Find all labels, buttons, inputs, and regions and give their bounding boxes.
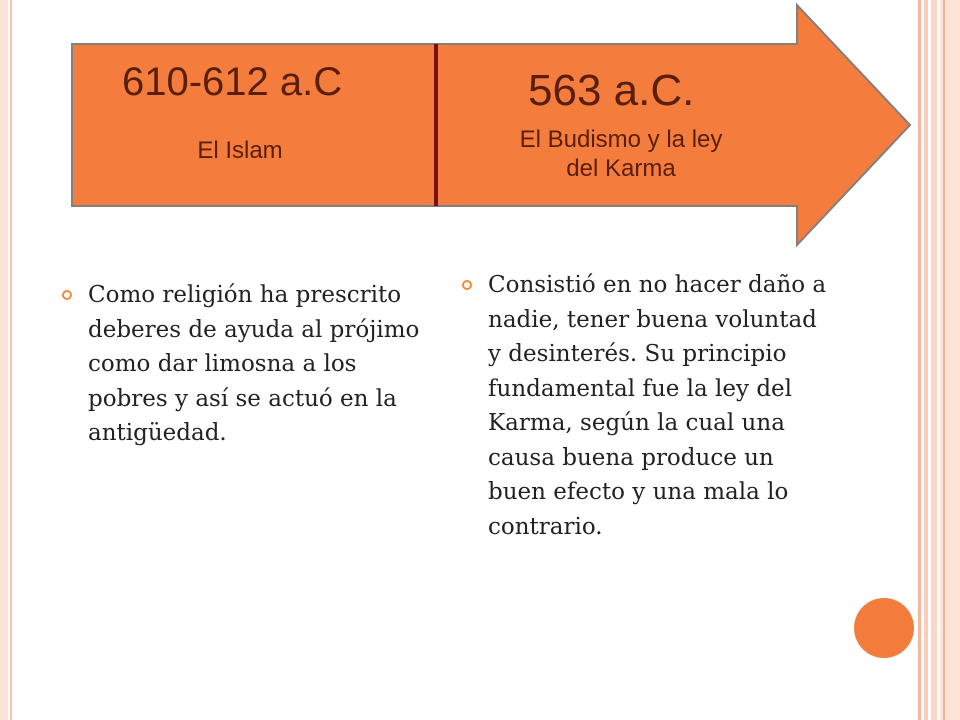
timeline-date-left: 610-612 a.C — [122, 60, 343, 104]
bullet-left-text: Como religión ha prescrito deberes de ayuda al prójimo como dar limosna a los pobres y así se actuó en la antigüedad. — [88, 282, 420, 446]
bullet-left — [88, 278, 428, 451]
timeline-date-right: 563 a.C. — [528, 66, 695, 115]
bullet-right — [488, 268, 828, 544]
bullet-right-text: Consistió en no hacer daño a nadie, tener buena voluntad y desinterés. Su principio fundamental fue la ley del Karma, según la cual una causa buena produce un buen efecto y una mala lo contrario. — [488, 272, 827, 540]
bullet-right-marker — [462, 280, 472, 290]
arrow-shape — [72, 5, 910, 245]
timeline-event-right: El Budismo y la ley del Karma — [519, 126, 723, 182]
bullet-left-marker — [62, 290, 72, 300]
timeline-event-left: El Islam — [197, 137, 283, 164]
